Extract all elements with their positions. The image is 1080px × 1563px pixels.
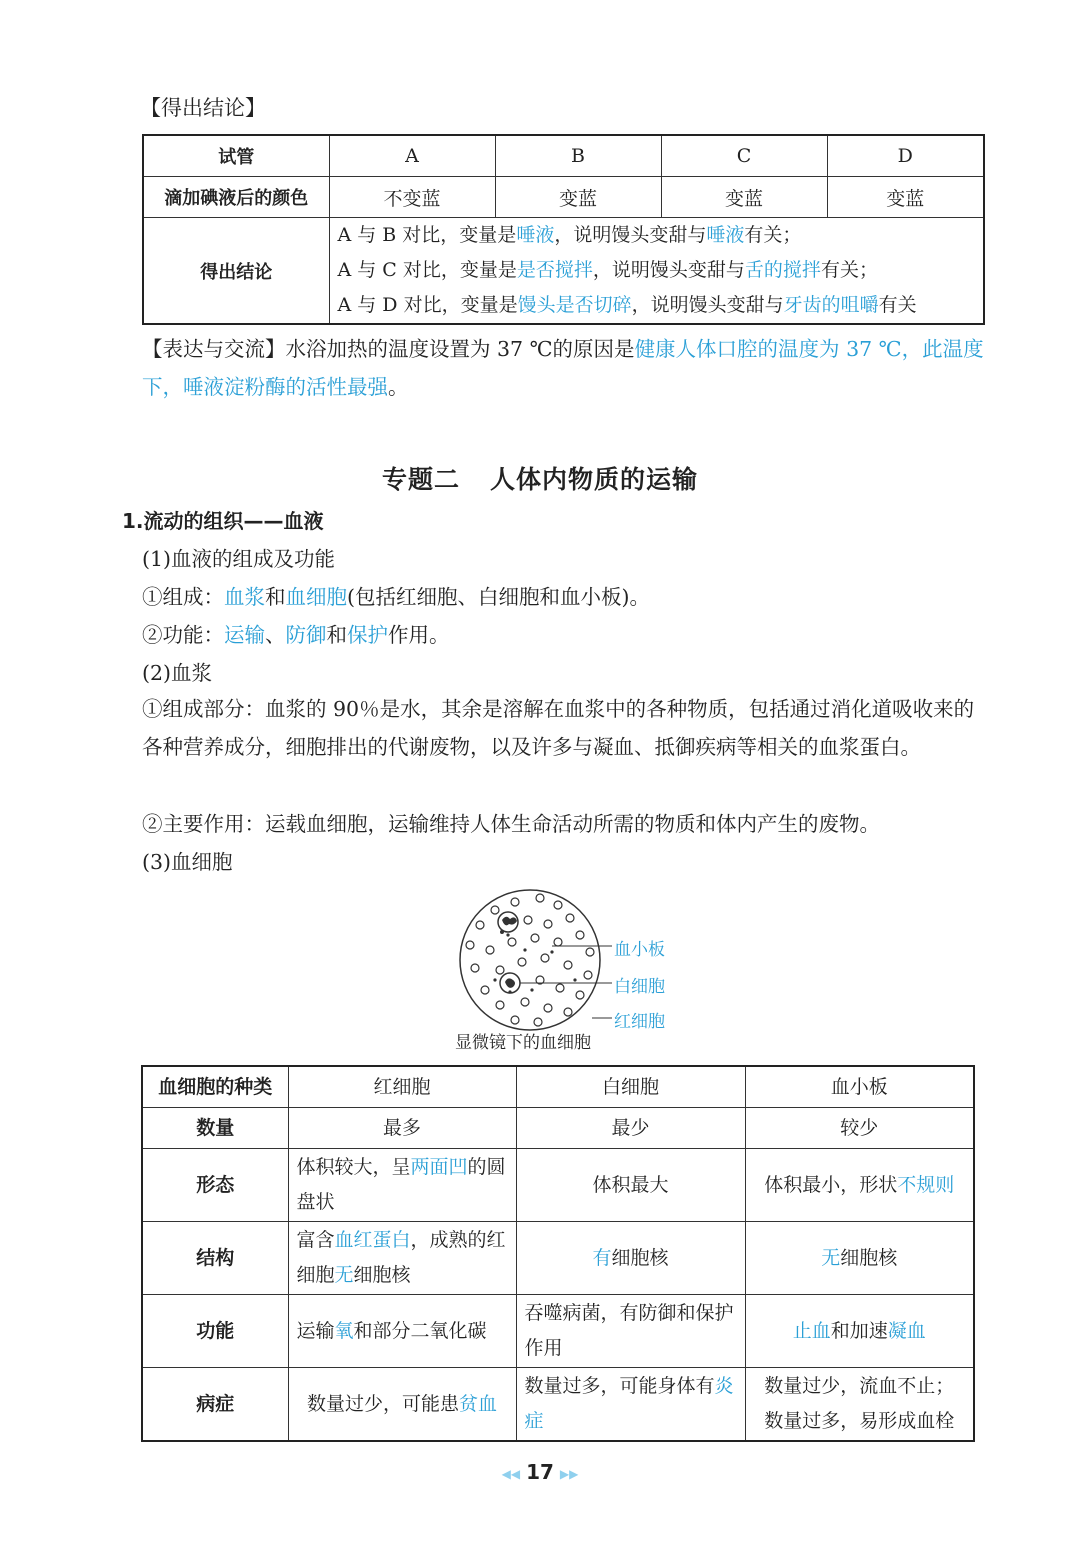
cells-header-wbc: 白细胞 (516, 1066, 745, 1108)
conclusion-cell (329, 218, 984, 325)
subsection-title: 1.流动的组织——血液 (122, 509, 324, 533)
color-label: 滴加碘液后的颜色 (143, 177, 329, 218)
conclusion-line-2: A 与 C 对比，变量是是否搅拌，说明馒头变甜与舌的搅拌有关； (337, 259, 878, 281)
blood-function: ②功能：运输、防御和保护作用。 (142, 623, 450, 647)
structure-plt: 无细胞核 (745, 1222, 974, 1295)
topic-title: 专题二 人体内物质的运输 (381, 465, 699, 494)
structure-rbc: 富含血红蛋白，成熟的红细胞无细胞核 (288, 1222, 516, 1295)
next-arrow-icon: ▶▶ (559, 1466, 579, 1481)
blood-s1: (1)血液的组成及功能 (142, 547, 336, 571)
figure-caption: 显微镜下的血细胞 (455, 1033, 591, 1053)
count-plt: 较少 (745, 1108, 974, 1149)
conclusion-line-3: A 与 D 对比，变量是馒头是否切碎，说明馒头变甜与牙齿的咀嚼有关 (337, 294, 917, 316)
disease-wbc: 数量过多，可能身体有炎症 (516, 1368, 745, 1442)
structure-label: 结构 (142, 1222, 288, 1295)
blood-cells-table (141, 1065, 975, 1442)
platelets (493, 930, 576, 994)
col-b: B (495, 135, 661, 177)
col-a: A (329, 135, 495, 177)
conclusion-line-1: A 与 B 对比，变量是唾液，说明馒头变甜与唾液有关； (337, 224, 802, 246)
experiment-table (142, 134, 985, 325)
shape-plt: 体积最小，形状不规则 (745, 1149, 974, 1222)
color-b: 变蓝 (495, 177, 661, 218)
col-c: C (661, 135, 827, 177)
function-label: 功能 (142, 1295, 288, 1368)
disease-plt: 数量过少，流血不止； 数量过多，易形成血栓 (745, 1368, 974, 1442)
function-plt: 止血和加速凝血 (745, 1295, 974, 1368)
blood-s3: (3)血细胞 (142, 850, 233, 874)
label-platelet: 血小板 (614, 940, 665, 960)
shape-label: 形态 (142, 1149, 288, 1222)
cells-header-plt: 血小板 (745, 1066, 974, 1108)
blood-s2: (2)血浆 (142, 661, 213, 685)
header-label: 试管 (143, 135, 329, 177)
express-paragraph: 【表达与交流】水浴加热的温度设置为 37 ℃的原因是健康人体口腔的温度为 37 ℃，此温度下，唾液淀粉酶的活性最强。 (142, 337, 984, 399)
disease-label: 病症 (142, 1368, 288, 1442)
color-a: 不变蓝 (329, 177, 495, 218)
plasma-function: ②主要作用：运载血细胞，运输维持人体生命活动所需的物质和体内产生的废物。 (142, 812, 880, 836)
page-number: ◀◀ 17 ▶▶ (501, 1460, 579, 1484)
cells-header-rbc: 红细胞 (288, 1066, 516, 1108)
white-blood-cells (498, 912, 520, 993)
structure-wbc: 有细胞核 (516, 1222, 745, 1295)
prev-arrow-icon: ◀◀ (501, 1466, 521, 1481)
shape-wbc: 体积最大 (516, 1149, 745, 1222)
color-d: 变蓝 (827, 177, 984, 218)
count-rbc: 最多 (288, 1108, 516, 1149)
label-wbc: 白细胞 (614, 977, 665, 997)
function-rbc: 运输氧和部分二氧化碳 (288, 1295, 516, 1368)
col-d: D (827, 135, 984, 177)
shape-rbc: 体积较大，呈两面凹的圆盘状 (288, 1149, 516, 1222)
blood-composition: ①组成：血浆和血细胞(包括红细胞、白细胞和血小板)。 (142, 585, 650, 609)
color-c: 变蓝 (661, 177, 827, 218)
count-label: 数量 (142, 1108, 288, 1149)
disease-rbc: 数量过少，可能患贫血 (288, 1368, 516, 1442)
red-blood-cells (466, 894, 594, 1026)
function-wbc: 吞噬病菌，有防御和保护作用 (516, 1295, 745, 1368)
conclusion-label: 得出结论 (143, 218, 329, 325)
plasma-composition: ①组成部分：血浆的 90％是水，其余是溶解在血浆中的各种物质，包括通过消化道吸收来的各种营养成分，细胞排出的代谢废物，以及许多与凝血、抵御疾病等相关的血浆蛋白。 (142, 697, 975, 759)
microscope-field (460, 890, 600, 1030)
leader-lines (520, 946, 612, 1018)
label-rbc: 红细胞 (614, 1012, 665, 1032)
cells-header-type: 血细胞的种类 (142, 1066, 288, 1108)
count-wbc: 最少 (516, 1108, 745, 1149)
conclusion-heading: 【得出结论】 (140, 96, 266, 120)
